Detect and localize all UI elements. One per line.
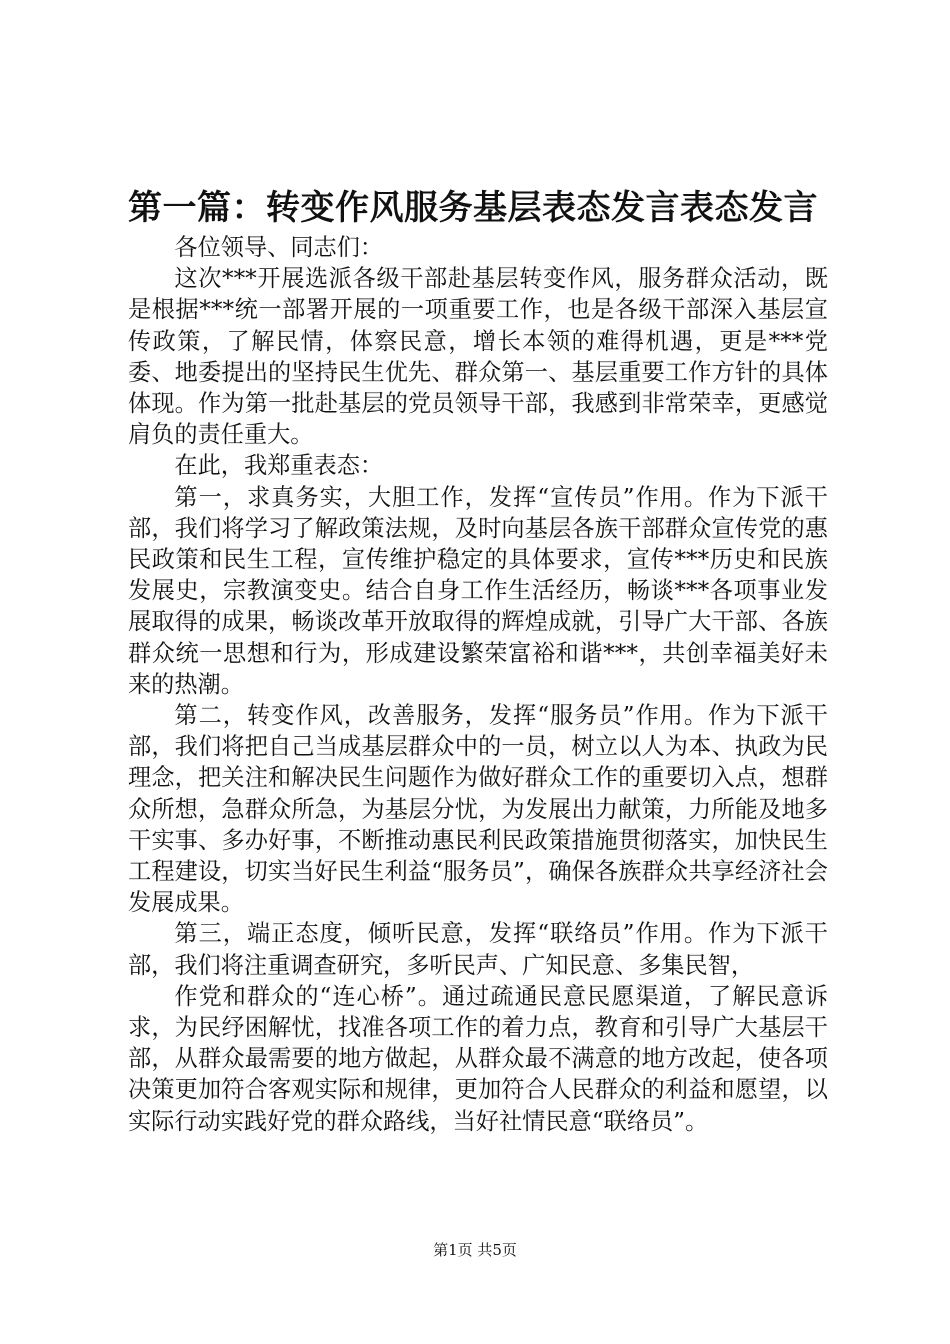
point-two-paragraph: 第二，转变作风，改善服务，发挥“服务员”作用。作为下派干部，我们将把自己当成基层群众中的一员，树立以人为本、执政为民理念，把关注和解决民生问题作为做好群众工作的重要切入点，想群众所想，急群众所急，为基层分忧，为发展出力献策，力所能及地多干实事、多办好事，不断推动惠民利民政策措施贯彻落实，加快民生工程建设，切实当好民生利益“服务员”，确保各族群众共享经济社会发展成果。 bbox=[128, 702, 828, 917]
point-three-paragraph: 第三，端正态度，倾听民意，发挥“联络员”作用。作为下派干部，我们将注重调查研究，多听民声、广知民意、多集民智， bbox=[128, 920, 828, 979]
point-one-paragraph: 第一，求真务实，大胆工作，发挥“宣传员”作用。作为下派干部，我们将学习了解政策法规，及时向基层各族干部群众宣传党的惠民政策和民生工程，宣传维护稳定的具体要求，宣传***历史和民族发展史，宗教演变史。结合自身工作生活经历，畅谈***各项事业发展取得的成果，畅谈改革开放取得的辉煌成就，引导广大干部、各族群众统一思想和行为，形成建设繁荣富裕和谐***，共创幸福美好未来的热潮。 bbox=[128, 483, 828, 698]
pledge-intro-paragraph: 在此，我郑重表态： bbox=[174, 452, 384, 480]
document-body bbox=[128, 232, 828, 1137]
salutation-paragraph: 各位领导、同志们： bbox=[174, 234, 384, 261]
continuation-paragraph: 作党和群众的“连心桥”。通过疏通民意民愿渠道，了解民意诉求，为民纾困解忧，找准各项工作的着力点，教育和引导广大基层干部，从群众最需要的地方做起，从群众最不满意的地方改起，使各项决策更加符合客观实际和规律，更加符合人民群众的利益和愿望，以实际行动实践好党的群众路线，当好社情民意“联络员”。 bbox=[128, 982, 828, 1135]
page-number-footer: 第1页 共5页 bbox=[433, 1241, 517, 1259]
intro-paragraph: 这次***开展选派各级干部赴基层转变作风，服务群众活动，既是根据***统一部署开展的一项重要工作，也是各级干部深入基层宣传政策，了解民情，体察民意，增长本领的难得机遇，更是***党委、地委提出的坚持民生优先、群众第一、基层重要工作方针的具体体现。作为第一批赴基层的党员领导干部，我感到非常荣幸，更感觉肩负的责任重大。 bbox=[128, 265, 828, 449]
document-title: 第一篇：转变作风服务基层表态发言表态发言 bbox=[128, 188, 818, 228]
